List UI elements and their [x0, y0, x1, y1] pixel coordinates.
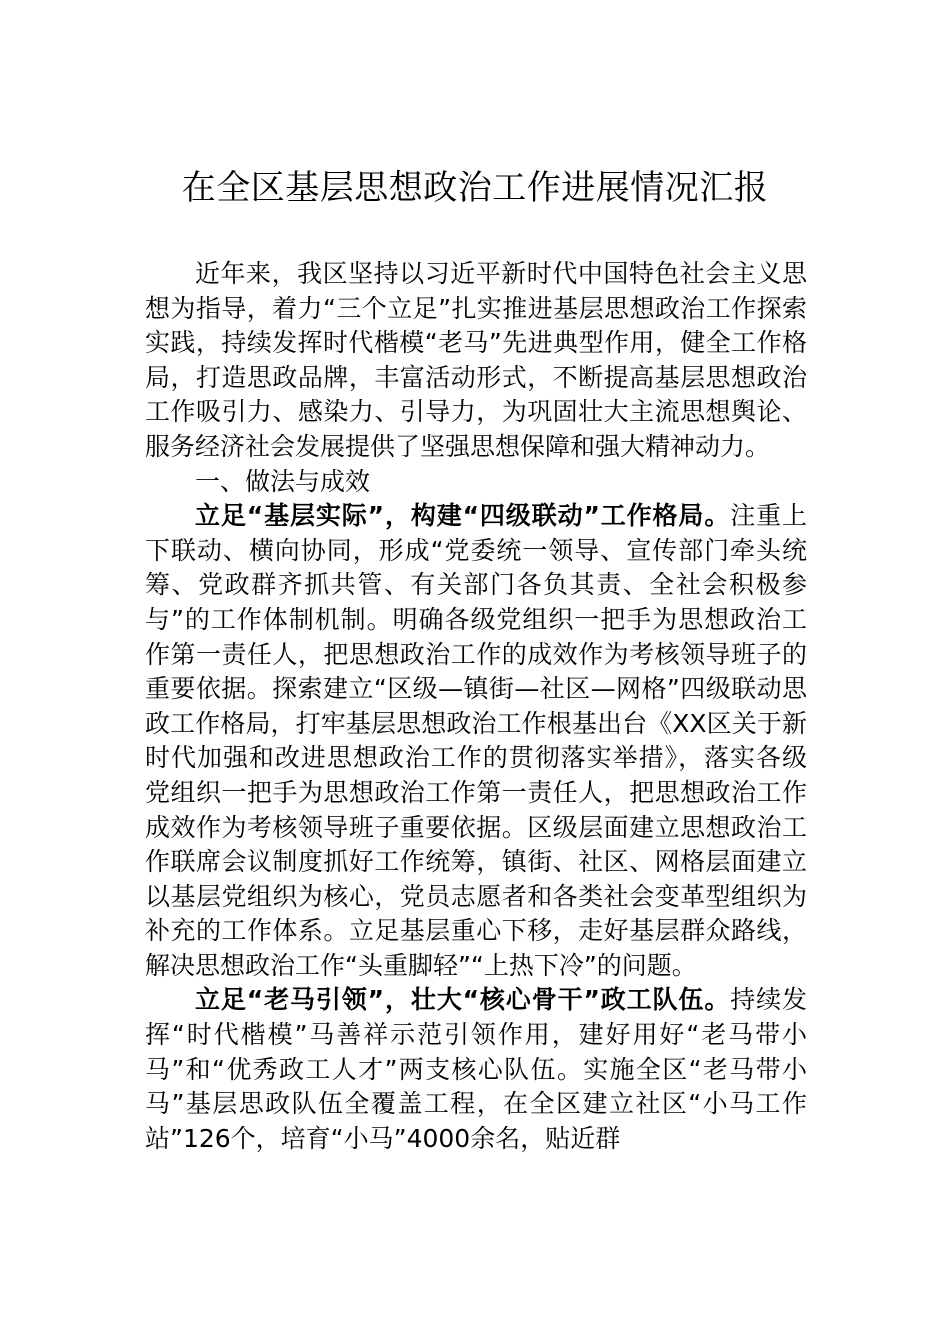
paragraph-1: [145, 499, 807, 983]
document-title: 在全区基层思想政治工作进展情况汇报: [181, 168, 769, 208]
paragraph-2-heading: 立足“老马引领”，壮大“核心骨干”政工队伍。: [195, 985, 731, 1015]
paragraph-2: [145, 983, 807, 1156]
intro-paragraph: 近年来，我区坚持以习近平新时代中国特色社会主义思想为指导，着力“三个立足”扎实推进基层思想政治工作探索实践，持续发挥时代楷模“老马”先进典型作用，健全工作格局，打造思政品牌，丰富活动形式，不断提高基层思想政治工作吸引力、感染力、引导力，为巩固壮大主流思想舆论、服务经济社会发展提供了坚强思想保障和强大精神动力。: [145, 259, 807, 461]
paragraph-1-heading: 立足“基层实际”，构建“四级联动”工作格局。: [195, 501, 731, 531]
paragraph-2-body: 持续发挥“时代楷模”马善祥示范引领作用，建好用好“老马带小马”和“优秀政工人才”两支核心队伍。实施全区“老马带小马”基层思政队伍全覆盖工程，在全区建立社区“小马工作站”126个，培育“小马”4000余名，贴近群: [145, 985, 807, 1153]
document-body: [145, 257, 807, 1156]
section-heading: 一、做法与成效: [195, 466, 371, 496]
paragraph-1-body: 注重上下联动、横向协同，形成“党委统一领导、宣传部门牵头统筹、党政群齐抓共管、有关部门各负其责、全社会积极参与”的工作体制机制。明确各级党组织一把手为思想政治工作第一责任人，把思想政治工作的成效作为考核领导班子的重要依据。探索建立“区级—镇街—社区—网格”四级联动思政工作格局，打牢基层思想政治工作根基出台《XX区关于新时代加强和改进思想政治工作的贯彻落实举措》，落实各级党组织一把手为思想政治工作第一责任人，把思想政治工作成效作为考核领导班子重要依据。区级层面建立思想政治工作联席会议制度抓好工作统筹，镇街、社区、网格层面建立以基层党组织为核心，党员志愿者和各类社会变革型组织为补充的工作体系。立足基层重心下移，走好基层群众路线，解决思想政治工作“头重脚轻”“上热下冷”的问题。: [145, 501, 807, 980]
